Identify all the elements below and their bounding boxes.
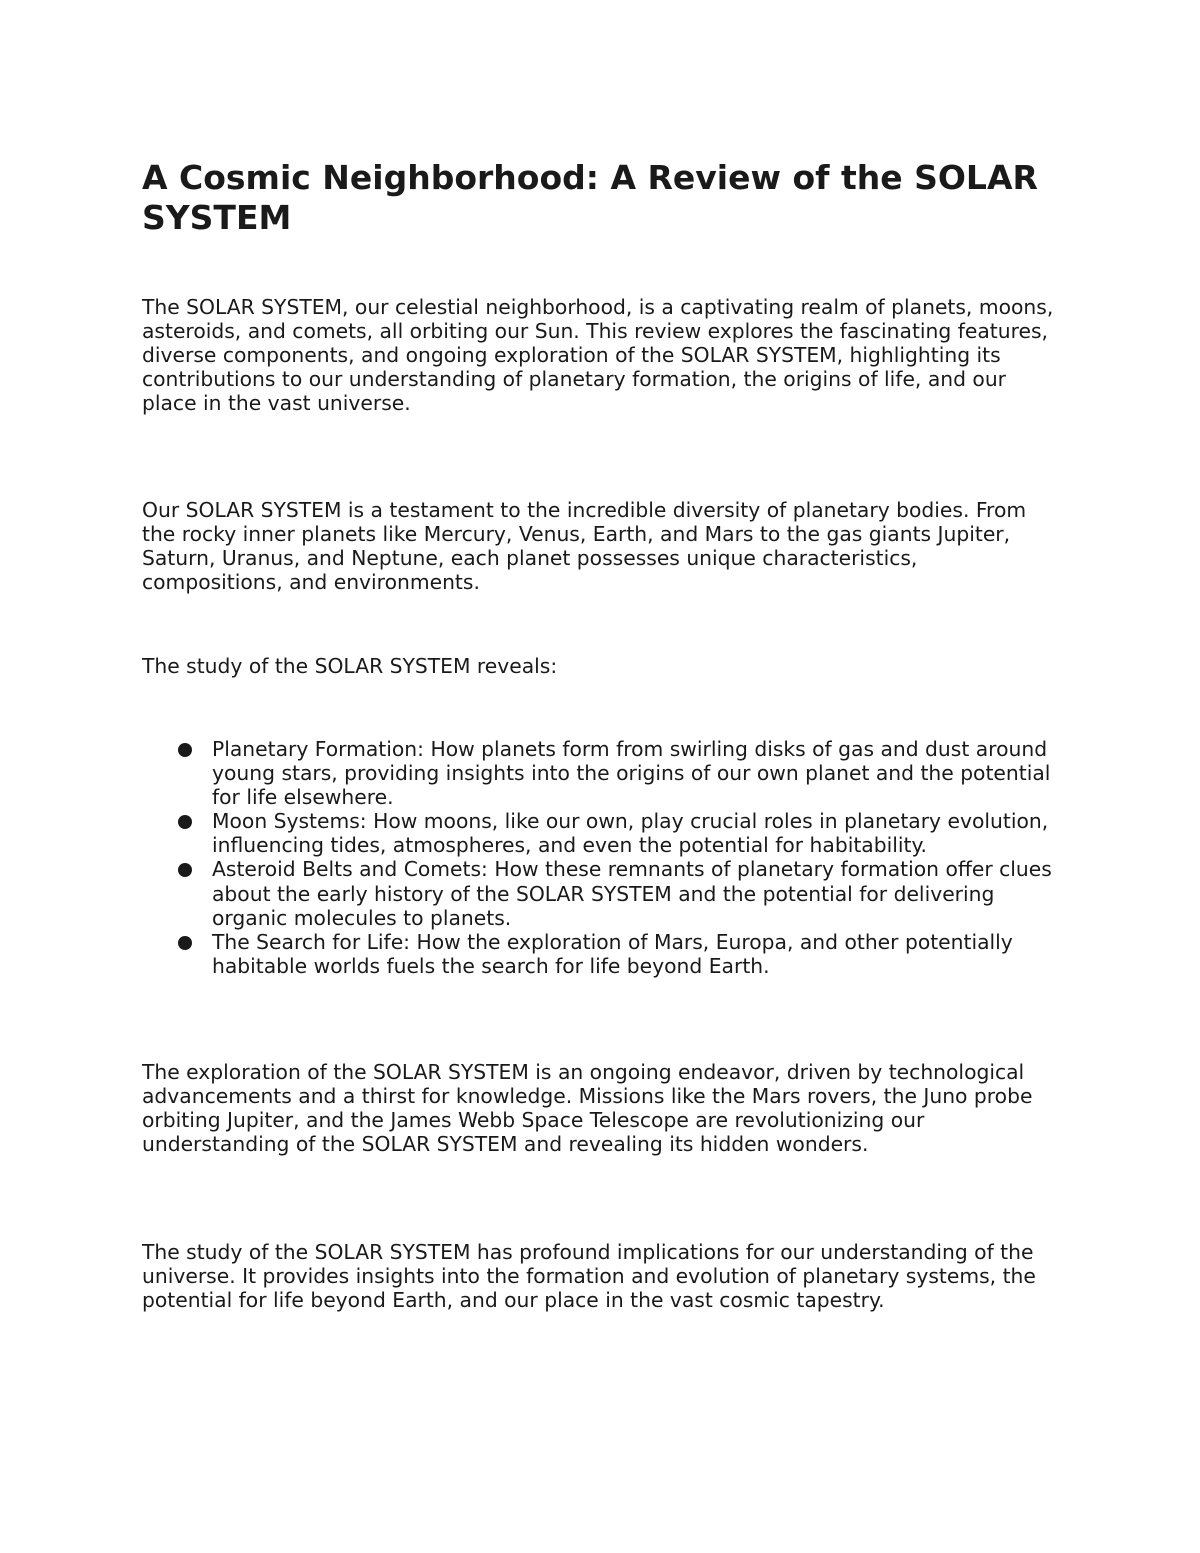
list-item: [142, 857, 1062, 929]
list-item-text: Planetary Formation: How planets form from swirling disks of gas and dust around young stars, providing insights into the origins of our own planet and the potential for life elsewhere.: [212, 737, 1051, 810]
list-item: [142, 809, 1062, 857]
list-item-text: Asteroid Belts and Comets: How these remnants of planetary formation offer clues about the early history of the SOLAR SYSTEM and the potential for delivering organic molecules to planets.: [212, 857, 1052, 930]
list-item-text: Moon Systems: How moons, like our own, play crucial roles in planetary evolution, influencing tides, atmospheres, and even the potential for habitability.: [212, 809, 1049, 858]
intro-paragraph: The SOLAR SYSTEM, our celestial neighborhood, is a captivating realm of planets, moons, asteroids, and comets, all orbiting our Sun. This review explores the fascinating features, diverse components, and ongoing exploration of the SOLAR SYSTEM, highlighting its contributions to our understanding of planetary formation, the origins of life, and our place in the vast universe.: [142, 295, 1054, 416]
bullet-icon: [178, 936, 192, 950]
findings-list: [142, 737, 1062, 978]
document-title: A Cosmic Neighborhood: A Review of the SOLAR SYSTEM: [142, 158, 1038, 237]
list-item: [142, 930, 1062, 978]
bullet-icon: [178, 815, 192, 829]
diversity-paragraph: Our SOLAR SYSTEM is a testament to the incredible diversity of planetary bodies. From the rocky inner planets like Mercury, Venus, Earth, and Mars to the gas giants Jupiter, Saturn, Uranus, and Neptune, each planet possesses unique characteristics, compositions, and environments.: [142, 498, 1027, 595]
bullet-icon: [178, 863, 192, 877]
exploration-paragraph: The exploration of the SOLAR SYSTEM is an ongoing endeavor, driven by technological advancements and a thirst for knowledge. Missions like the Mars rovers, the Juno probe orbiting Jupiter, and the James Webb Space Telescope are revolutionizing our understanding of the SOLAR SYSTEM and revealing its hidden wonders.: [142, 1060, 1033, 1157]
bullet-icon: [178, 743, 192, 757]
list-item: [142, 737, 1062, 809]
list-item-text: The Search for Life: How the exploration of Mars, Europa, and other potentially habitable worlds fuels the search for life beyond Earth.: [212, 929, 1013, 978]
list-intro-paragraph: The study of the SOLAR SYSTEM reveals:: [142, 654, 558, 678]
conclusion-paragraph: The study of the SOLAR SYSTEM has profound implications for our understanding of the universe. It provides insights into the formation and evolution of planetary systems, the potential for life beyond Earth, and our place in the vast cosmic tapestry.: [142, 1240, 1036, 1313]
